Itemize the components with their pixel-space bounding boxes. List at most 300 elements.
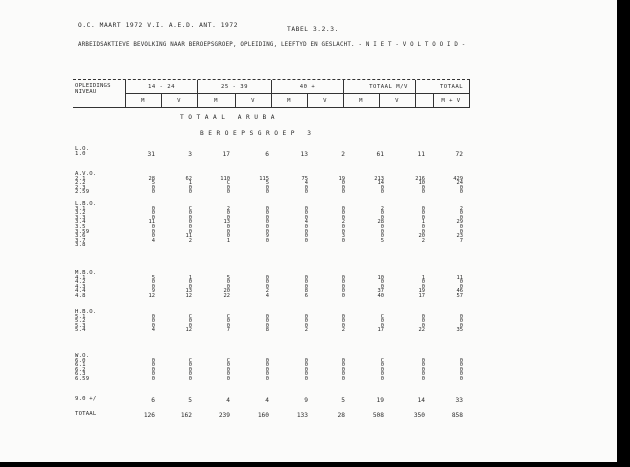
- table-cell: 0: [226, 366, 230, 373]
- table-cell: 0: [421, 214, 425, 221]
- table-cell: 57: [456, 293, 463, 299]
- table-cell: 0: [265, 313, 269, 320]
- table-cell: 17: [418, 293, 425, 299]
- table-cell: 7: [226, 327, 230, 334]
- table-cell: 4: [151, 327, 155, 334]
- table-cell: 0: [265, 237, 269, 244]
- table-cell: 508: [372, 412, 384, 419]
- table-cell: 0: [304, 233, 308, 240]
- table-cell: 0: [341, 313, 345, 320]
- table-cell: 0: [226, 318, 230, 325]
- table-cell: 858: [451, 412, 463, 419]
- table-cell: 5: [188, 397, 192, 404]
- table-cell: C: [188, 357, 192, 364]
- table-cell: 0: [341, 210, 345, 217]
- table-cell: 0: [380, 214, 384, 221]
- row-label: 3.8: [75, 242, 86, 249]
- table-cell: 0: [304, 228, 308, 235]
- table-cell: 0: [188, 279, 192, 286]
- table-cell: 0: [459, 376, 463, 382]
- sex-header-label: V: [323, 98, 327, 104]
- table-subtitle: ARBEIDSAKTIEVE BEVOLKING NAAR BEROEPSGROEP, OPLEIDING, LEEFTYD EN GESLACHT. - N I E T - V O L T O O I D -: [78, 42, 466, 48]
- table-cell: 0: [421, 189, 425, 196]
- table-cell: 0: [151, 233, 155, 240]
- table-cell: 0: [459, 214, 463, 221]
- table-cell: 0: [341, 274, 345, 281]
- table-cell: 0: [380, 279, 384, 286]
- sex-header-label: V: [177, 98, 181, 104]
- table-cell: 0: [459, 322, 463, 329]
- table-cell: 10: [418, 180, 425, 187]
- table-cell: 2: [341, 327, 345, 334]
- table-cell: 3: [188, 150, 192, 158]
- table-cell: 0: [188, 318, 192, 325]
- table-cell: 0: [421, 313, 425, 320]
- table-cell: 0: [459, 224, 463, 230]
- table-cell: 0: [188, 210, 192, 217]
- table-cell: 8: [304, 288, 308, 295]
- table-cell: 2: [341, 150, 345, 158]
- table-cell: 0: [226, 283, 230, 290]
- table-cell: 9: [265, 233, 269, 240]
- sex-header-label: M + V: [441, 98, 461, 104]
- table-cell: 72: [455, 150, 463, 158]
- table-cell: 0: [380, 224, 384, 230]
- table-cell: 0: [304, 357, 308, 364]
- table-cell: 0: [265, 274, 269, 281]
- table-cell: 0: [265, 318, 269, 325]
- table-cell: 0: [151, 224, 155, 230]
- table-cell: 12: [148, 293, 155, 299]
- table-cell: 0: [304, 237, 308, 244]
- table-cell: 0: [226, 189, 230, 196]
- table-cell: 14: [417, 397, 425, 404]
- row-label: 4.4: [75, 288, 86, 295]
- table-cell: 429: [453, 175, 463, 182]
- table-cell: 0: [380, 210, 384, 217]
- table-cell: 4: [226, 397, 230, 404]
- table-cell: 0: [188, 214, 192, 221]
- table-cell: 0: [265, 279, 269, 286]
- table-cell: 0: [380, 362, 384, 369]
- table-cell: 1: [226, 237, 230, 244]
- table-cell: 19: [376, 397, 384, 404]
- row-label: 3.7: [75, 237, 86, 244]
- header-divider: [307, 94, 308, 107]
- table-cell: 0: [151, 313, 155, 320]
- table-cell: 6: [265, 150, 269, 158]
- table-cell: 0: [265, 357, 269, 364]
- row-group-labels: [75, 354, 89, 382]
- table-cell: 213: [374, 175, 384, 182]
- table-cell: C: [226, 180, 230, 187]
- sex-header-label: M: [287, 98, 291, 104]
- table-cell: 0: [304, 210, 308, 217]
- table-cell: 0: [151, 376, 155, 382]
- table-cell: 2: [265, 288, 269, 295]
- row-label: H.B.O.: [75, 309, 97, 315]
- table-cell: 0: [459, 228, 463, 235]
- row-label: L.B.O.: [75, 201, 97, 207]
- header-divider: [379, 94, 380, 107]
- table-cell: 28: [148, 175, 155, 182]
- table-cell: 17: [377, 327, 384, 334]
- row-label: 3.1: [75, 205, 86, 212]
- row-label: L.O.: [75, 146, 90, 152]
- table-cell: 0: [151, 362, 155, 369]
- table-cell: 0: [226, 376, 230, 382]
- row-label: 4.3: [75, 283, 86, 290]
- table-cell: 0: [151, 318, 155, 325]
- table-cell: 0: [380, 371, 384, 378]
- table-cell: 0: [188, 283, 192, 290]
- table-cell: 0: [380, 376, 384, 382]
- row-label: TOTAAL: [75, 411, 97, 417]
- table-cell: 0: [341, 237, 345, 244]
- table-cell: 8: [265, 327, 269, 334]
- row-label: 2.1: [75, 175, 86, 182]
- table-cell: 14: [377, 180, 384, 187]
- table-cell: 0: [459, 362, 463, 369]
- row-label: 6.2: [75, 366, 86, 373]
- table-cell: 0: [459, 357, 463, 364]
- row-group-labels: [75, 172, 96, 195]
- table-cell: 110: [220, 175, 230, 182]
- table-cell: 0: [341, 180, 345, 187]
- row-label: M.B.O.: [75, 270, 97, 276]
- table-cell: 0: [421, 322, 425, 329]
- table-cell: 0: [265, 224, 269, 230]
- row-group-labels: [75, 202, 96, 248]
- table-cell: 0: [151, 371, 155, 378]
- table-cell: 0: [304, 376, 308, 382]
- table-cell: 133: [296, 412, 308, 419]
- table-cell: 1: [188, 180, 192, 187]
- table-cell: 0: [459, 279, 463, 286]
- table-cell: 0: [226, 224, 230, 230]
- table-cell: 0: [459, 313, 463, 320]
- table-cell: 0: [380, 189, 384, 196]
- row-label: 5.2: [75, 318, 86, 325]
- table-cell: 2: [226, 205, 230, 212]
- table-cell: 0: [304, 274, 308, 281]
- table-cell: 160: [257, 412, 269, 419]
- table-cell: 0: [304, 322, 308, 329]
- header-row-label-2: NIVEAU: [75, 89, 97, 95]
- table-cell: 62: [185, 175, 192, 182]
- table-cell: 46: [456, 288, 463, 295]
- table-cell: 9: [151, 288, 155, 295]
- table-cell: 7: [459, 237, 463, 244]
- table-cell: 0: [380, 184, 384, 191]
- table-cell: 0: [265, 366, 269, 373]
- row-label: 5.1: [75, 313, 86, 320]
- table-cell: 0: [304, 318, 308, 325]
- table-cell: 0: [380, 322, 384, 329]
- table-cell: 0: [380, 366, 384, 373]
- table-cell: 11: [417, 150, 425, 158]
- table-cell: 0: [304, 189, 308, 196]
- table-cell: 0: [188, 322, 192, 329]
- table-cell: 0: [459, 371, 463, 378]
- table-cell: 20: [418, 233, 425, 240]
- table-cell: 0: [459, 189, 463, 196]
- table-cell: 0: [341, 283, 345, 290]
- table-cell: 0: [226, 214, 230, 221]
- table-cell: 0: [341, 371, 345, 378]
- table-cell: 0: [188, 362, 192, 369]
- table-cell: 0: [304, 224, 308, 230]
- age-group-header: TOTAAL: [439, 84, 464, 90]
- table-cell: 22: [223, 293, 230, 299]
- table-cell: 19: [418, 288, 425, 295]
- table-cell: 9: [304, 397, 308, 404]
- table-cell: 0: [304, 371, 308, 378]
- table-cell: 0: [421, 357, 425, 364]
- table-cell: 0: [188, 224, 192, 230]
- table-cell: 0: [226, 279, 230, 286]
- table-cell: 0: [151, 366, 155, 373]
- table-cell: 13: [300, 150, 308, 158]
- sex-header-label: V: [251, 98, 255, 104]
- row-label: 3.6: [75, 233, 86, 240]
- table-cell: 0: [151, 357, 155, 364]
- table-cell: 0: [188, 376, 192, 382]
- table-cell: 24: [456, 180, 463, 187]
- table-cell: 75: [301, 175, 308, 182]
- sex-header-label: M: [214, 98, 218, 104]
- row-label: 2.3: [75, 184, 86, 191]
- table-cell: 0: [341, 318, 345, 325]
- table-cell: 5: [151, 180, 155, 187]
- table-cell: 0: [459, 184, 463, 191]
- header-bottom-rule: [73, 107, 470, 108]
- table-cell: 2: [459, 205, 463, 212]
- table-cell: 0: [304, 313, 308, 320]
- table-cell: 0: [188, 228, 192, 235]
- row-group-labels: [75, 271, 96, 299]
- table-cell: 17: [222, 150, 230, 158]
- table-cell: 0: [151, 184, 155, 191]
- table-cell: 0: [459, 318, 463, 325]
- row-group-labels: [75, 396, 96, 402]
- table-cell: 23: [456, 233, 463, 240]
- age-group-header: TOTAAL M/V: [369, 84, 408, 90]
- table-cell: 1: [188, 274, 192, 281]
- table-cell: 5: [226, 274, 230, 281]
- row-label: 3.59: [75, 228, 90, 235]
- table-cell: 4: [265, 397, 269, 404]
- table-cell: 3: [341, 233, 345, 240]
- table-cell: 0: [151, 214, 155, 221]
- table-cell: 0: [304, 184, 308, 191]
- table-cell: 28: [377, 219, 384, 226]
- table-cell: 0: [341, 366, 345, 373]
- table-cell: C: [380, 357, 384, 364]
- table-cell: 0: [459, 210, 463, 217]
- table-cell: 0: [265, 371, 269, 378]
- row-label: 6.59: [75, 375, 90, 382]
- sex-header-label: V: [395, 98, 399, 104]
- row-label: 2.59: [75, 189, 90, 196]
- table-cell: 11: [148, 219, 155, 226]
- table-cell: 19: [338, 175, 345, 182]
- table-cell: 0: [421, 362, 425, 369]
- table-cell: 29: [456, 219, 463, 226]
- sex-header-label: M: [141, 98, 145, 104]
- table-cell: 0: [421, 318, 425, 325]
- row-label: 6.1: [75, 362, 86, 369]
- row-label: W.O.: [75, 353, 90, 359]
- table-cell: 0: [421, 279, 425, 286]
- table-cell: 0: [304, 283, 308, 290]
- table-cell: 0: [265, 184, 269, 191]
- table-cell: 0: [341, 288, 345, 295]
- table-cell: 239: [218, 412, 230, 419]
- row-label: 4.2: [75, 279, 86, 286]
- table-cell: 0: [188, 371, 192, 378]
- table-number: TABEL 3.2.3.: [287, 26, 339, 33]
- table-cell: 5: [265, 180, 269, 187]
- row-label: 3.5: [75, 223, 86, 230]
- table-cell: C: [188, 313, 192, 320]
- area-heading: T O T A A L A R U B A: [180, 114, 275, 121]
- table-cell: 0: [151, 228, 155, 235]
- page-title-line: O.C. MAART 1972 V.I. A.E.D. ANT. 1972: [78, 22, 239, 29]
- header-mid-rule: [125, 93, 470, 94]
- group-heading: B E R O E P S G R O E P 3: [200, 130, 312, 137]
- table-cell: 4: [151, 237, 155, 244]
- table-cell: 0: [226, 371, 230, 378]
- table-cell: 2: [341, 219, 345, 226]
- table-cell: 11: [185, 233, 192, 240]
- table-cell: 5: [151, 274, 155, 281]
- table-cell: 4: [304, 180, 308, 187]
- row-label: 6.3: [75, 371, 86, 378]
- age-group-header: 40 +: [299, 84, 316, 90]
- table-cell: 0: [421, 210, 425, 217]
- table-cell: 0: [341, 362, 345, 369]
- table-cell: 0: [265, 219, 269, 226]
- table-cell: 126: [143, 412, 155, 419]
- table-cell: C: [226, 357, 230, 364]
- table-cell: 0: [421, 224, 425, 230]
- table-cell: 0: [304, 279, 308, 286]
- row-label: 3.4: [75, 219, 86, 226]
- table-cell: 0: [421, 228, 425, 235]
- table-cell: 0: [380, 233, 384, 240]
- table-cell: 0: [151, 205, 155, 212]
- table-cell: 0: [265, 228, 269, 235]
- table-cell: 11: [456, 274, 463, 281]
- table-cell: 0: [226, 362, 230, 369]
- table-cell: 0: [151, 322, 155, 329]
- table-cell: 0: [341, 376, 345, 382]
- table-cell: 0: [226, 228, 230, 235]
- table-cell: 22: [418, 327, 425, 334]
- table-cell: 0: [188, 189, 192, 196]
- table-cell: 1: [421, 274, 425, 281]
- table-cell: 13: [185, 288, 192, 295]
- header-row-label-1: OPLEIDINGS: [75, 83, 111, 89]
- age-group-header: 25 - 39: [220, 84, 249, 90]
- table-cell: 0: [151, 279, 155, 286]
- table-cell: 0: [304, 214, 308, 221]
- table-cell: 0: [265, 322, 269, 329]
- row-label: 3.2: [75, 210, 86, 217]
- table-cell: 0: [421, 371, 425, 378]
- table-cell: 10: [377, 274, 384, 281]
- table-cell: 4: [265, 293, 269, 299]
- row-label: 9.0 +/: [75, 396, 97, 402]
- table-cell: 0: [421, 283, 425, 290]
- table-cell: 0: [380, 283, 384, 290]
- table-cell: 2: [380, 205, 384, 212]
- row-label: 5.4: [75, 327, 86, 334]
- table-cell: 115: [259, 175, 269, 182]
- table-cell: 33: [455, 397, 463, 404]
- table-cell: 0: [341, 279, 345, 286]
- row-label: 2.2: [75, 180, 86, 187]
- table-cell: 0: [226, 233, 230, 240]
- table-cell: 0: [265, 283, 269, 290]
- table-cell: 0: [151, 210, 155, 217]
- table-cell: 0: [265, 210, 269, 217]
- table-cell: 0: [151, 283, 155, 290]
- table-cell: 0: [151, 189, 155, 196]
- table-cell: 0: [341, 205, 345, 212]
- table-cell: 0: [226, 184, 230, 191]
- table-cell: 0: [265, 376, 269, 382]
- row-label: 1.0: [75, 150, 86, 157]
- table-cell: C: [226, 313, 230, 320]
- table-cell: 0: [380, 228, 384, 235]
- table-cell: 0: [226, 322, 230, 329]
- table-cell: 0: [341, 357, 345, 364]
- table-cell: 0: [265, 189, 269, 196]
- table-cell: 0: [265, 214, 269, 221]
- sex-header-label: M: [359, 98, 363, 104]
- table-cell: 5: [380, 237, 384, 244]
- table-cell: 31: [147, 150, 155, 158]
- table-cell: C: [188, 205, 192, 212]
- row-group-labels: [75, 411, 96, 417]
- table-cell: 2: [304, 327, 308, 334]
- table-cell: 5: [341, 397, 345, 404]
- table-cell: 2: [188, 237, 192, 244]
- table-cell: 0: [459, 283, 463, 290]
- table-cell: 0: [304, 205, 308, 212]
- header-divider: [235, 94, 236, 107]
- table-cell: 0: [421, 205, 425, 212]
- table-cell: 162: [180, 412, 192, 419]
- table-cell: 0: [188, 184, 192, 191]
- table-cell: 0: [188, 366, 192, 373]
- table-cell: 0: [341, 224, 345, 230]
- table-cell: 1: [421, 219, 425, 226]
- table-cell: 0: [380, 318, 384, 325]
- header-divider: [469, 80, 470, 107]
- table-cell: 0: [421, 184, 425, 191]
- table-cell: 13: [223, 219, 230, 226]
- table-cell: 0: [304, 362, 308, 369]
- header-divider: [161, 94, 162, 107]
- table-cell: 2: [421, 237, 425, 244]
- table-cell: 6: [151, 397, 155, 404]
- row-label: 6.0: [75, 357, 86, 364]
- table-cell: 0: [265, 362, 269, 369]
- row-label: 3.3: [75, 214, 86, 221]
